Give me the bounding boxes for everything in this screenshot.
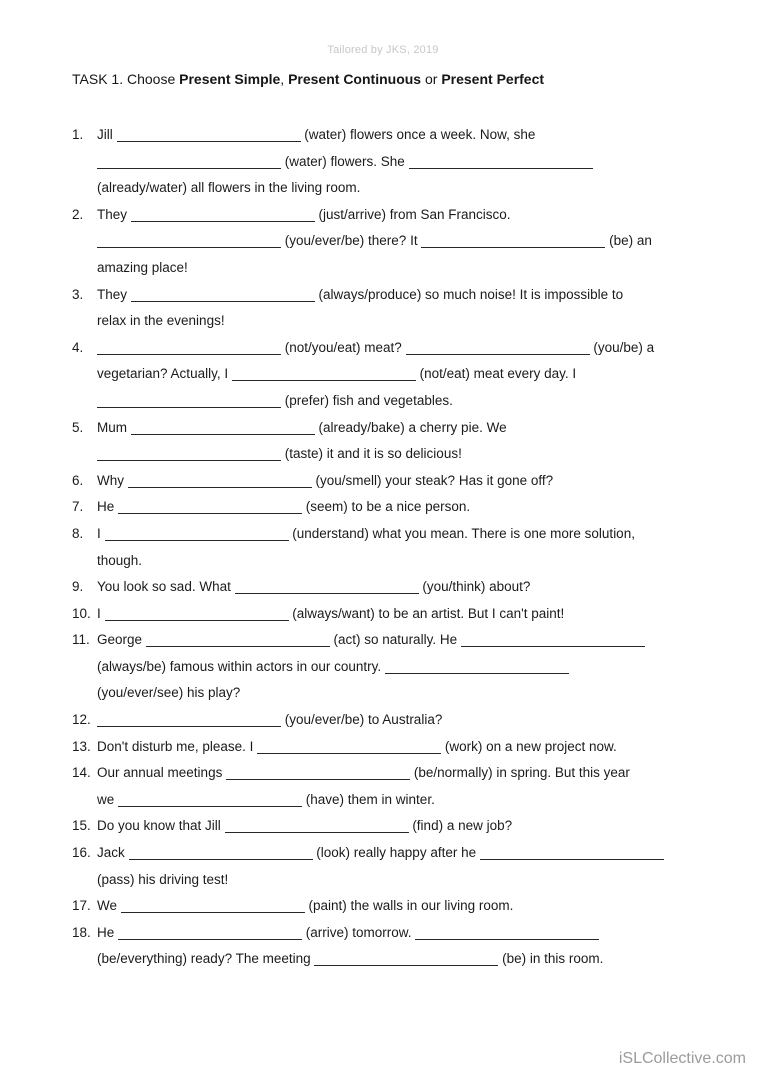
answer-blank (131, 289, 315, 302)
exercise-item (72, 734, 684, 761)
exercise-text: though. (97, 552, 143, 568)
exercise-line (97, 521, 684, 548)
exercise-text: (always/want) to be an artist. But I can't paint! (288, 605, 565, 621)
answer-blank (232, 368, 416, 381)
exercise-text: (you/ever/be) to Australia? (281, 712, 443, 728)
exercise-text: (be) in this room. (498, 951, 604, 967)
exercise-text: (pass) his driving test! (97, 871, 229, 887)
answer-blank (97, 156, 281, 169)
exercise-text: (find) a new job? (408, 818, 513, 834)
exercise-text: (understand) what you mean. There is one more solution, (288, 525, 635, 541)
exercise-line (97, 680, 684, 707)
exercise-number: 6. (72, 472, 84, 488)
exercise-number: 15. (72, 818, 91, 834)
exercise-line (97, 707, 684, 734)
answer-blank (97, 342, 281, 355)
exercise-item (72, 840, 684, 893)
exercise-item (72, 813, 684, 840)
exercise-text: (look) really happy after he (312, 845, 480, 861)
exercise-text: (have) them in winter. (302, 791, 435, 807)
exercise-line (97, 468, 684, 495)
exercise-text: amazing place! (97, 259, 188, 275)
answer-blank (225, 820, 409, 833)
title-bold-present-perfect: Present Perfect (441, 71, 545, 87)
exercise-text: Do you know that Jill (97, 818, 225, 834)
answer-blank (146, 634, 330, 647)
exercise-number: 3. (72, 286, 84, 302)
exercise-line (97, 441, 684, 468)
exercise-text: You look so sad. What (97, 579, 235, 595)
exercise-line (97, 760, 684, 787)
title-bold-present-continuous: Present Continuous (288, 71, 422, 87)
exercise-text: (water) flowers once a week. Now, she (300, 127, 536, 142)
answer-blank (118, 501, 302, 514)
title-bold-present-simple: Present Simple (179, 71, 281, 87)
answer-blank (314, 953, 498, 966)
exercise-item (72, 627, 684, 707)
exercise-line (97, 415, 684, 442)
exercise-line (97, 893, 684, 920)
answer-blank (97, 714, 281, 727)
answer-blank (385, 661, 569, 674)
exercise-text: vegetarian? Actually, I (97, 366, 232, 382)
exercise-text: (prefer) fish and vegetables. (281, 392, 453, 408)
answer-blank (421, 235, 605, 248)
exercise-text: (already/water) all flowers in the living room. (97, 180, 361, 196)
watermark-site: iSLCollective.com (618, 1050, 746, 1067)
exercise-text: Our annual meetings (97, 765, 227, 781)
exercise-item (72, 282, 684, 335)
exercise-number: 14. (72, 765, 91, 781)
exercise-text: relax in the evenings! (97, 313, 225, 329)
exercise-text: (you/smell) your steak? Has it gone off? (311, 472, 554, 488)
exercise-number: 12. (72, 712, 91, 728)
exercise-text: Jack (97, 845, 129, 861)
exercise-text: (taste) it and it is so delicious! (281, 446, 462, 462)
exercise-line (97, 734, 684, 761)
exercise-line (97, 654, 684, 681)
exercise-text: They (97, 206, 131, 222)
exercise-text: He (97, 499, 119, 515)
exercise-number: 17. (72, 898, 91, 914)
exercise-number: 11. (72, 632, 90, 648)
answer-blank (131, 209, 315, 222)
answer-blank (129, 847, 313, 860)
exercise-item (72, 415, 684, 468)
exercise-line (97, 840, 684, 867)
exercise-number: 4. (72, 339, 84, 355)
exercise-text: Mum (97, 419, 131, 435)
exercise-line (97, 813, 684, 840)
answer-blank (257, 741, 441, 754)
exercise-text: (be) an (605, 233, 652, 249)
exercise-text: (not/you/eat) meat? (281, 339, 406, 355)
exercise-line (97, 601, 684, 628)
exercise-text: (water) flowers. She (281, 153, 409, 169)
exercise-item (72, 707, 684, 734)
exercise-text: He (97, 924, 119, 940)
exercise-item (72, 760, 684, 813)
page-title (72, 71, 544, 87)
exercise-text: (arrive) tomorrow. (302, 924, 416, 940)
exercise-text: we (97, 791, 119, 807)
exercise-text: We (97, 898, 121, 914)
exercise-text: (act) so naturally. He (329, 632, 461, 648)
exercise-line (97, 627, 684, 654)
answer-blank (105, 608, 289, 621)
exercise-text: (work) on a new project now. (441, 738, 617, 754)
exercise-number: 16. (72, 845, 91, 861)
title-text: or (421, 71, 442, 87)
title-text: , (280, 71, 289, 87)
answer-blank (128, 475, 312, 488)
exercise-number: 8. (72, 525, 84, 541)
answer-blank (409, 156, 593, 169)
answer-blank (97, 448, 281, 461)
exercise-number: 10. (72, 605, 91, 621)
exercise-text: (always/be) famous within actors in our country. (97, 658, 385, 674)
exercise-line (97, 255, 684, 282)
answer-blank (406, 342, 590, 355)
exercise-item (72, 494, 684, 521)
exercise-text: (you/think) about? (418, 579, 531, 595)
answer-blank (415, 927, 599, 940)
exercise-text: I (97, 525, 105, 541)
exercise-text: (always/produce) so much noise! It is impossible to (314, 286, 624, 302)
exercise-number: 13. (72, 738, 91, 754)
exercise-line (97, 282, 684, 309)
exercise-item (72, 122, 684, 202)
exercise-line (97, 574, 684, 601)
answer-blank (105, 528, 289, 541)
answer-blank (121, 900, 305, 913)
exercise-text: (seem) to be a nice person. (302, 499, 471, 515)
exercise-line (97, 361, 684, 388)
exercise-line (97, 388, 684, 415)
exercise-text: (be/normally) in spring. But this year (410, 765, 630, 781)
exercise-item (72, 335, 684, 415)
exercise-line (97, 946, 684, 973)
answer-blank (97, 235, 281, 248)
exercise-number: 1. (72, 127, 84, 142)
exercise-number: 9. (72, 579, 84, 595)
exercise-text: Why (97, 472, 128, 488)
exercise-line (97, 867, 684, 894)
exercise-item (72, 202, 684, 282)
exercise-number: 2. (72, 206, 84, 222)
answer-blank (117, 129, 301, 142)
exercise-text: (be/everything) ready? The meeting (97, 951, 315, 967)
exercise-number: 18. (72, 924, 91, 940)
exercise-item (72, 920, 684, 973)
answer-blank (131, 422, 315, 435)
watermark-top: Tailored by JKS, 2019 (327, 44, 439, 56)
exercise-text: (you/ever/be) there? It (281, 233, 422, 249)
exercise-line (97, 548, 684, 575)
exercise-text: (not/eat) meat every day. I (415, 366, 577, 382)
title-text: TASK 1. Choose (72, 71, 180, 87)
exercise-item (72, 601, 684, 628)
exercise-text: (you/be) a (589, 339, 655, 355)
exercise-item (72, 521, 684, 574)
exercise-number: 5. (72, 419, 84, 435)
exercise-item (72, 574, 684, 601)
answer-blank (461, 634, 645, 647)
exercise-text: (already/bake) a cherry pie. We (314, 419, 507, 435)
exercise-text: (you/ever/see) his play? (97, 685, 241, 701)
exercise-text: Jill (97, 127, 117, 142)
exercise-line (97, 494, 684, 521)
answer-blank (118, 927, 302, 940)
answer-blank (480, 847, 664, 860)
answer-blank (118, 794, 302, 807)
exercise-item (72, 468, 684, 495)
exercise-text: George (97, 632, 146, 648)
exercise-line (97, 920, 684, 947)
exercise-line (97, 308, 684, 335)
exercise-text: They (97, 286, 131, 302)
exercise-line (97, 175, 684, 202)
exercise-line (97, 787, 684, 814)
exercise-line (97, 149, 684, 176)
exercise-number: 7. (72, 499, 84, 515)
answer-blank (97, 395, 281, 408)
answer-blank (235, 581, 419, 594)
exercise-line (97, 202, 684, 229)
exercise-text: I (97, 605, 105, 621)
exercise-line (97, 335, 684, 362)
exercise-text: Don't disturb me, please. I (97, 738, 258, 754)
exercise-item (72, 893, 684, 920)
exercise-text: (paint) the walls in our living room. (304, 898, 514, 914)
answer-blank (226, 767, 410, 780)
exercise-line (97, 228, 684, 255)
exercise-line (97, 122, 684, 149)
exercise-list (72, 122, 684, 973)
exercise-text: (just/arrive) from San Francisco. (314, 206, 511, 222)
